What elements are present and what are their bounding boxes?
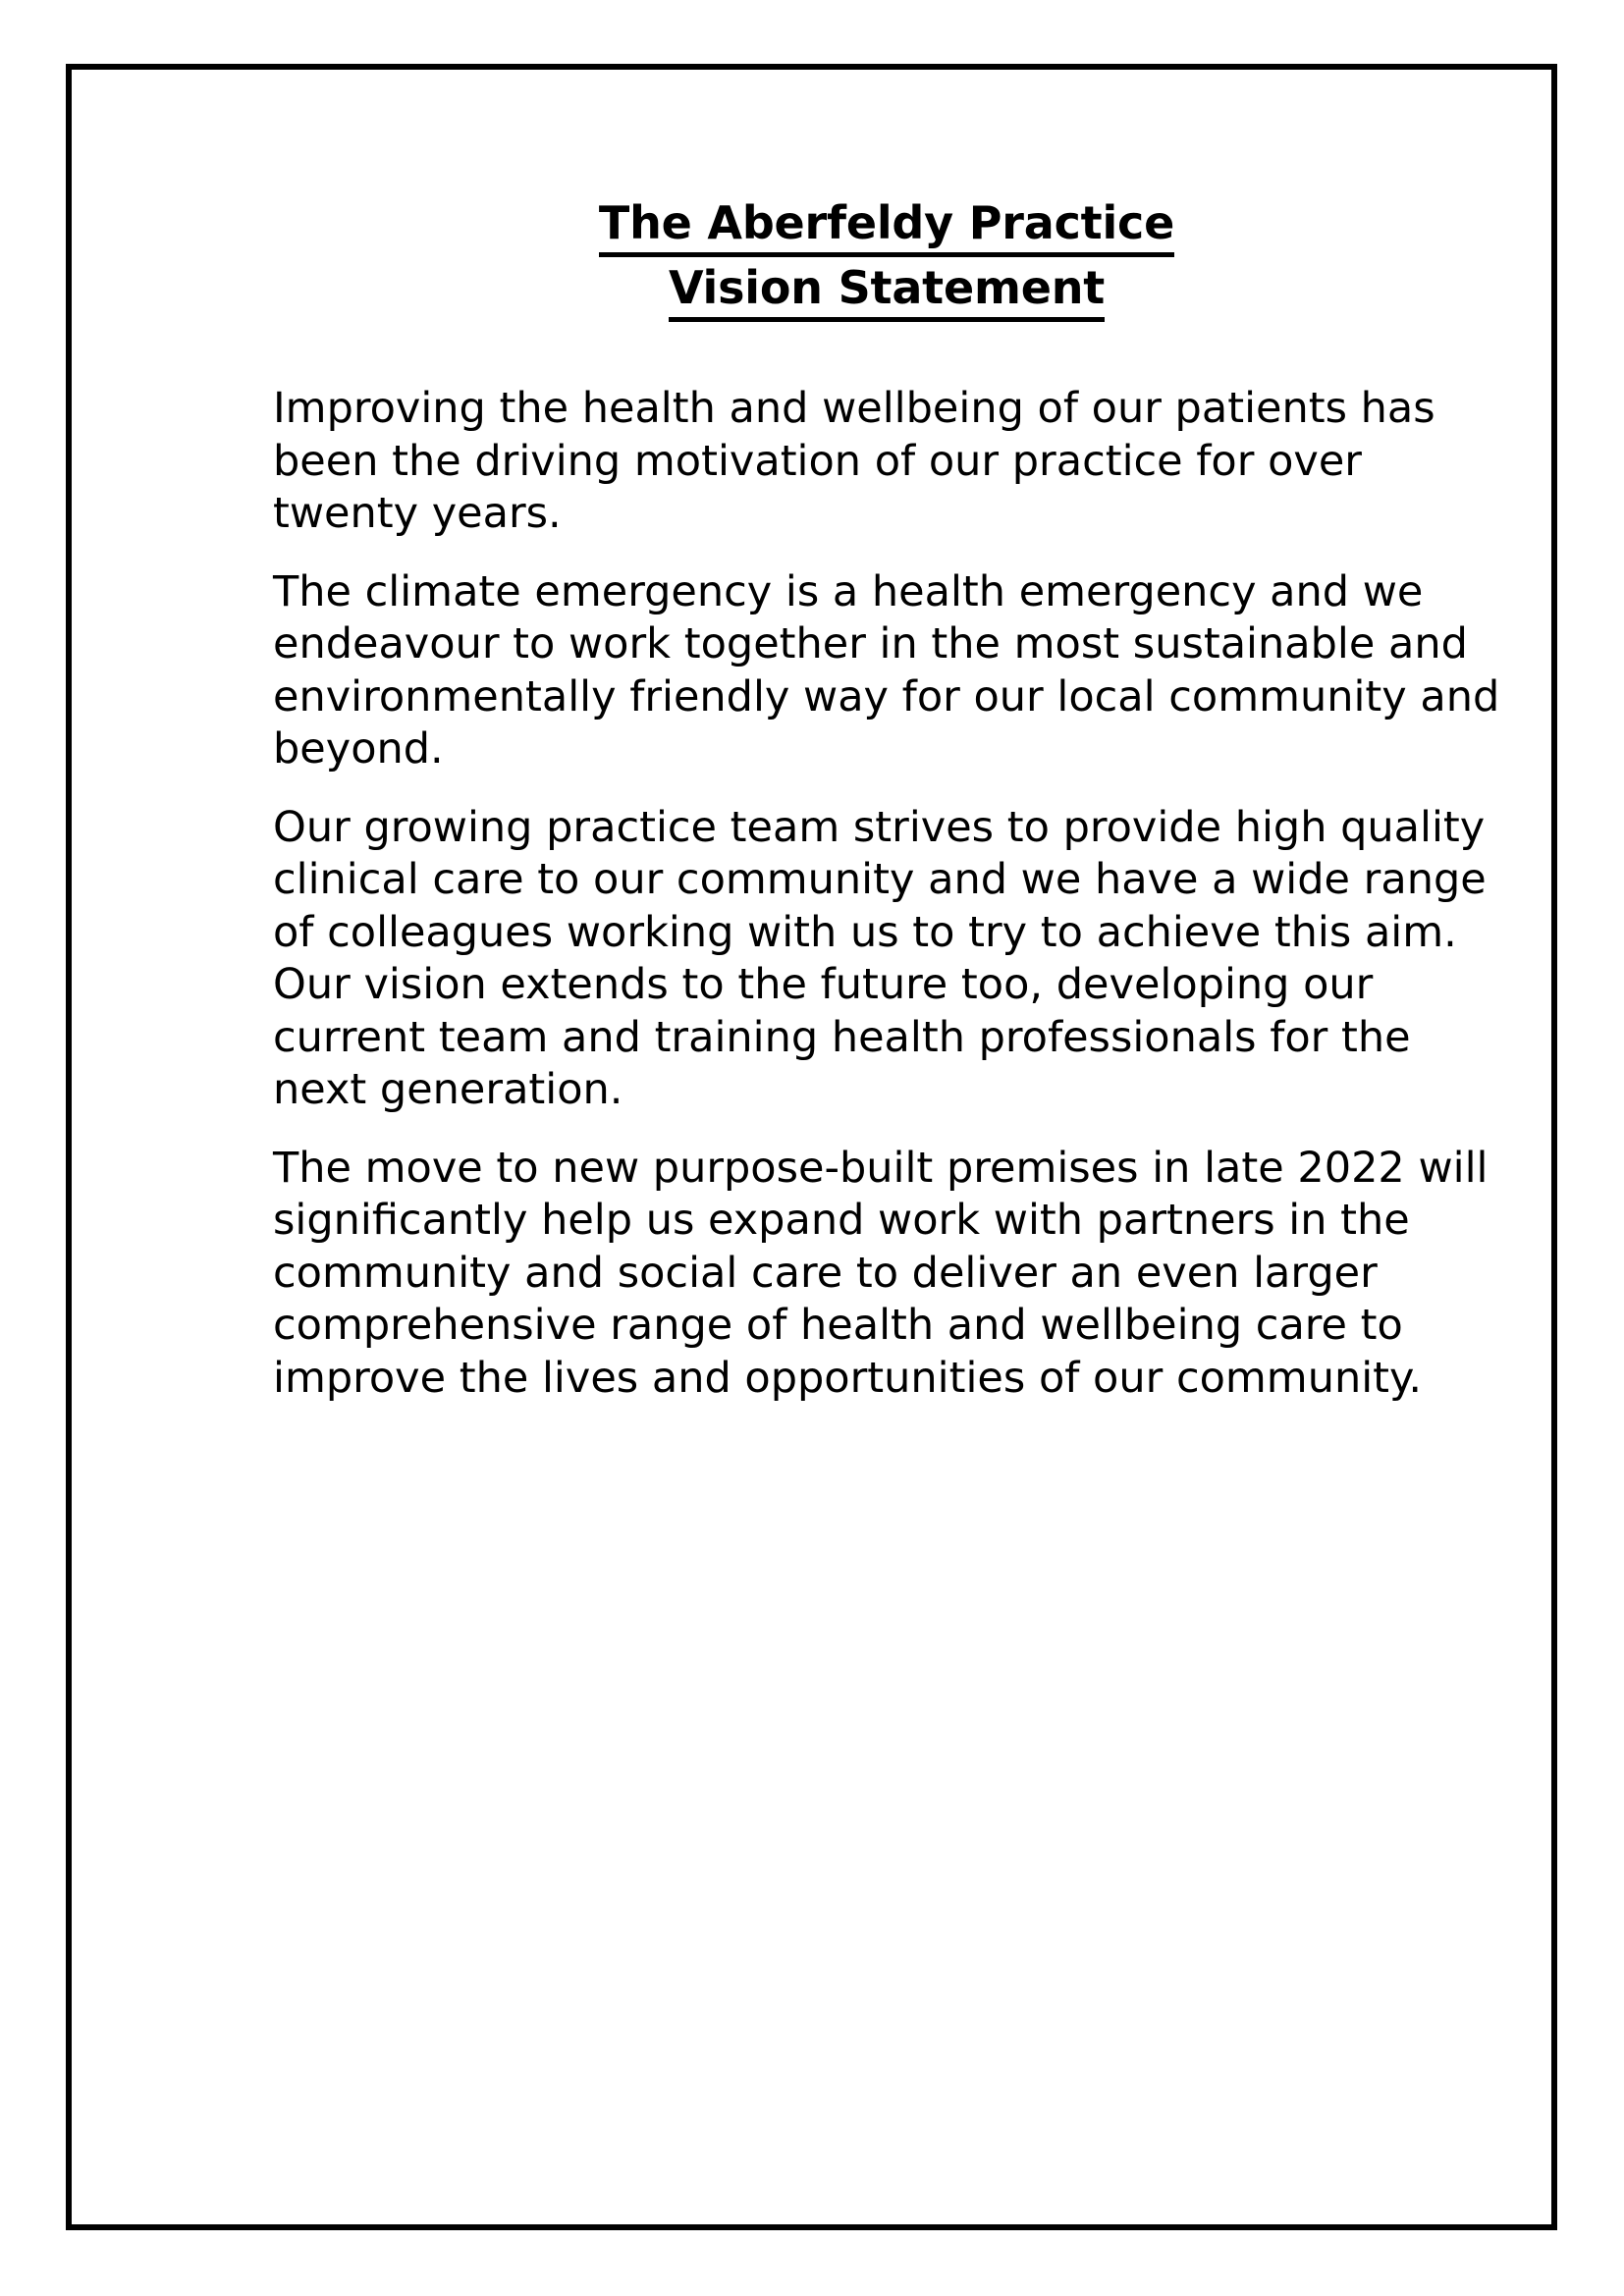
document-content: [273, 192, 1500, 1405]
title-line-2-text: Vision Statement: [669, 261, 1105, 322]
page-border-frame: [66, 64, 1557, 2230]
paragraph-1: Improving the health and wellbeing of our patients has been the driving motivation of our practice for over twenty years.: [273, 384, 1435, 538]
title-line-2: [273, 257, 1500, 322]
paragraph-3: Our growing practice team strives to provide high quality clinical care to our community and we have a wide range of colleagues working with us to try to achieve this aim. Our vision extends to the future too, developing our current team and training health professionals for the next generation.: [273, 802, 1487, 1114]
paragraph-2: The climate emergency is a health emergency and we endeavour to work together in the most sustainable and environmentally friendly way for our local community and beyond.: [273, 566, 1500, 774]
title-line-1-text: The Aberfeldy Practice: [599, 196, 1174, 257]
title-line-1: [273, 192, 1500, 257]
paragraph-4: The move to new purpose-built premises in late 2022 will significantly help us expand work with partners in the community and social care to deliver an even larger comprehensive range of health and wellbeing care to improve the lives and opportunities of our community.: [273, 1143, 1489, 1403]
page-title: [273, 192, 1500, 322]
body-text-block: [273, 383, 1500, 1405]
